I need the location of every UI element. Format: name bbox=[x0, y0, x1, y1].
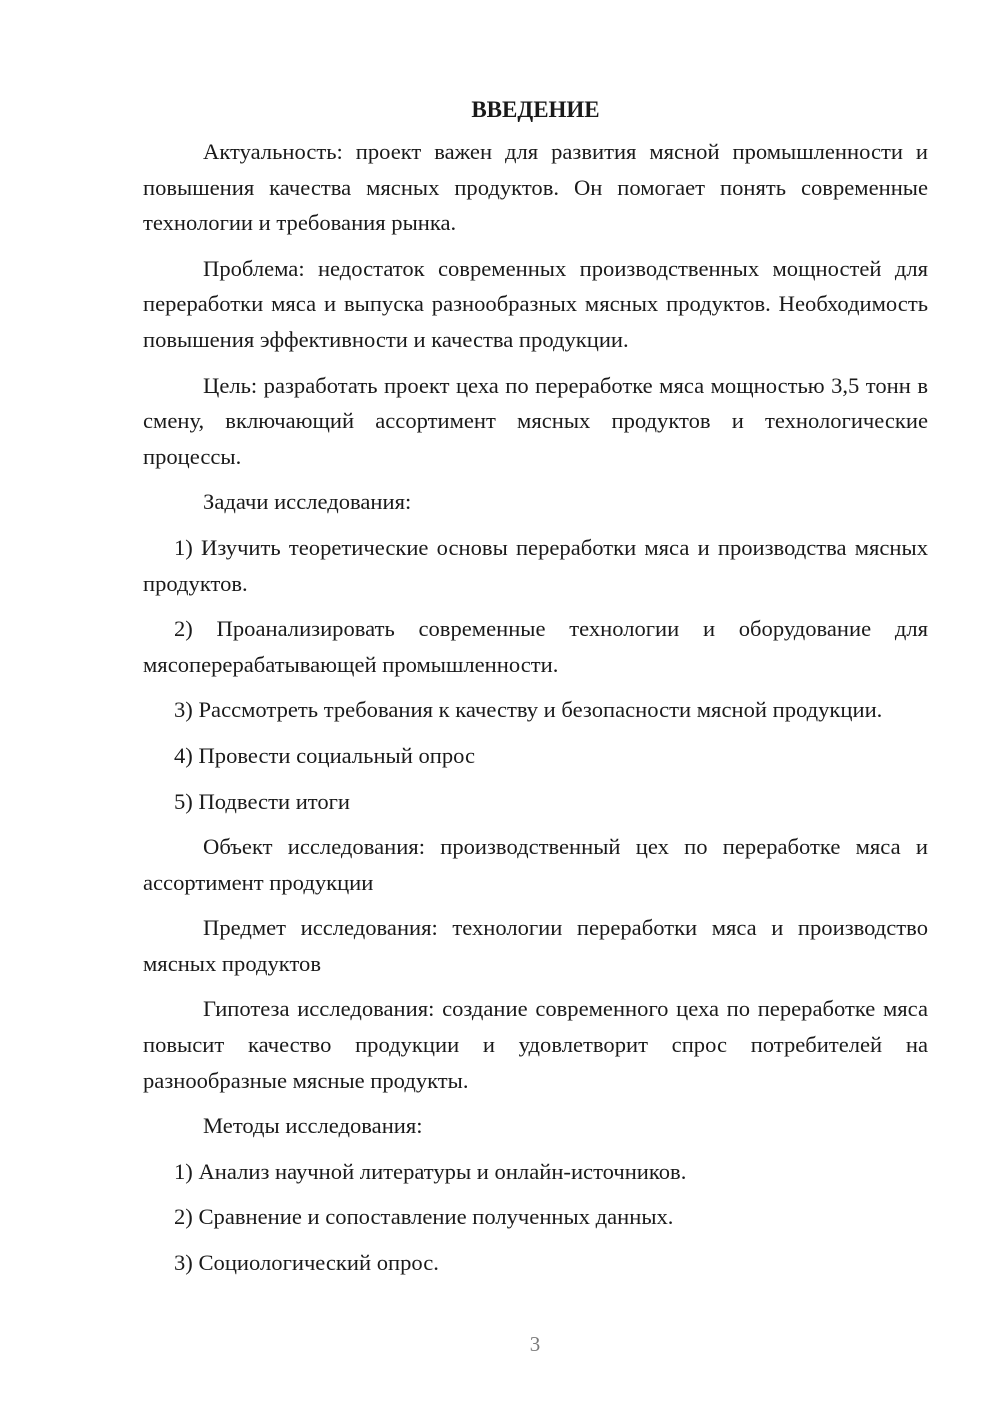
subject-paragraph: Предмет исследования: технологии переработки мяса и производство мясных продуктов bbox=[143, 915, 928, 976]
list-item: 5) Подвести итоги bbox=[174, 788, 351, 814]
hypothesis-paragraph: Гипотеза исследования: создание современного цеха по переработке мяса повысит качество продукции и удовлетворит спрос потребителей на разнообразные мясные продукты. bbox=[143, 996, 928, 1093]
list-item: 3) Рассмотреть требования к качеству и безопасности мясной продукции. bbox=[174, 697, 883, 723]
tasks-label: Задачи исследования: bbox=[203, 489, 412, 515]
list-item: 1) Изучить теоретические основы переработки мяса и производства мясных продуктов. bbox=[143, 534, 928, 596]
list-item: 4) Провести социальный опрос bbox=[174, 742, 476, 768]
methods-list bbox=[143, 1154, 928, 1281]
object-paragraph: Объект исследования: производственный цех по переработке мяса и ассортимент продукции bbox=[143, 834, 928, 895]
list-item: 2) Сравнение и сопоставление полученных данных. bbox=[174, 1204, 674, 1230]
tasks-list bbox=[143, 530, 928, 819]
list-item: 2) Проанализировать современные технологии и оборудование для мясоперерабатывающей промышленности. bbox=[143, 616, 928, 677]
relevance-paragraph: Актуальность: проект важен для развития мясной промышленности и повышения качества мясных продуктов. Он помогает понять современные технологии и требования рынка. bbox=[143, 139, 928, 236]
goal-paragraph: Цель: разработать проект цеха по переработке мяса мощностью 3,5 тонн в смену, включающий ассортимент мясных продуктов и технологические процессы. bbox=[143, 372, 928, 469]
list-item: 3) Социологический опрос. bbox=[174, 1250, 439, 1276]
list-item: 1) Анализ научной литературы и онлайн-источников. bbox=[174, 1158, 687, 1184]
document-page bbox=[143, 92, 928, 1291]
problem-paragraph: Проблема: недостаток современных производственных мощностей для переработки мяса и выпуска разнообразных мясных продуктов. Необходимость повышения эффективности и качества продукции. bbox=[143, 255, 928, 352]
page-title: ВВЕДЕНИЕ bbox=[471, 97, 600, 122]
methods-label: Методы исследования: bbox=[203, 1113, 423, 1139]
page-number: 3 bbox=[529, 1332, 541, 1356]
